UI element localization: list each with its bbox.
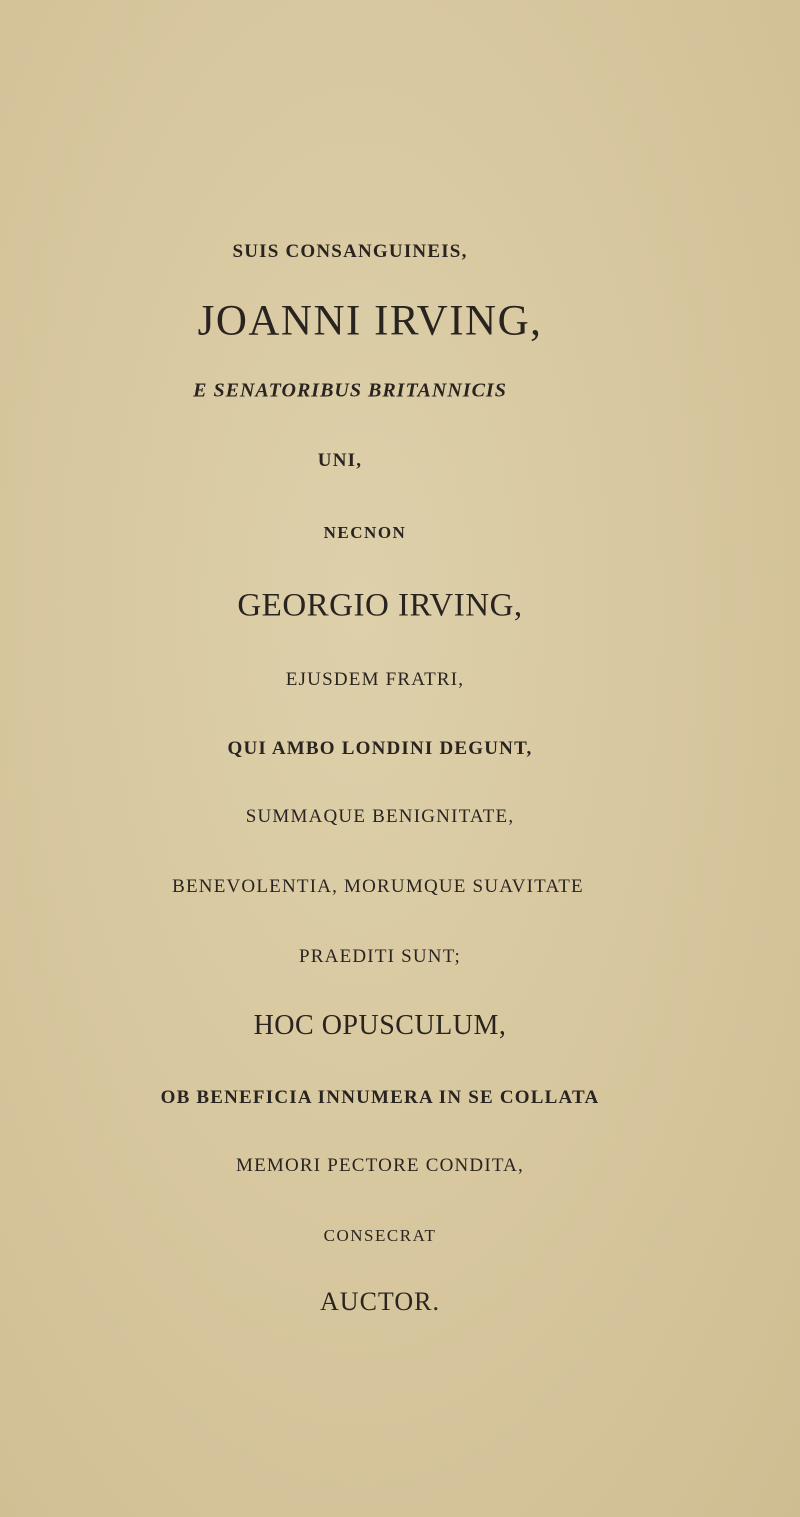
dedication-line: SUMMAQUE BENIGNITATE, xyxy=(245,806,515,827)
dedication-line: OB BENEFICIA INNUMERA IN SE COLLATA xyxy=(160,1087,600,1108)
dedicatee-name: JOANNI IRVING, xyxy=(197,297,543,345)
dedication-line: QUI AMBO LONDINI DEGUNT, xyxy=(227,738,533,759)
dedication-line: UNI, xyxy=(317,450,363,471)
dedication-line: MEMORI PECTORE CONDITA, xyxy=(235,1155,525,1176)
dedication-line: CONSECRAT xyxy=(323,1226,437,1245)
dedication-line: PRAEDITI SUNT; xyxy=(299,946,461,967)
dedication-line: EJUSDEM FRATRI, xyxy=(285,669,465,690)
dedication-line: NECNON xyxy=(323,523,407,542)
dedication-line: SUIS CONSANGUINEIS, xyxy=(232,241,468,262)
dedication-line: E SENATORIBUS BRITANNICIS xyxy=(193,379,507,402)
author-signature: AUCTOR. xyxy=(320,1287,440,1316)
dedication-line: BENEVOLENTIA, MORUMQUE SUAVITATE xyxy=(172,876,584,897)
dedication-line: HOC OPUSCULUM, xyxy=(253,1010,507,1041)
dedicatee-name: GEORGIO IRVING, xyxy=(237,587,523,624)
